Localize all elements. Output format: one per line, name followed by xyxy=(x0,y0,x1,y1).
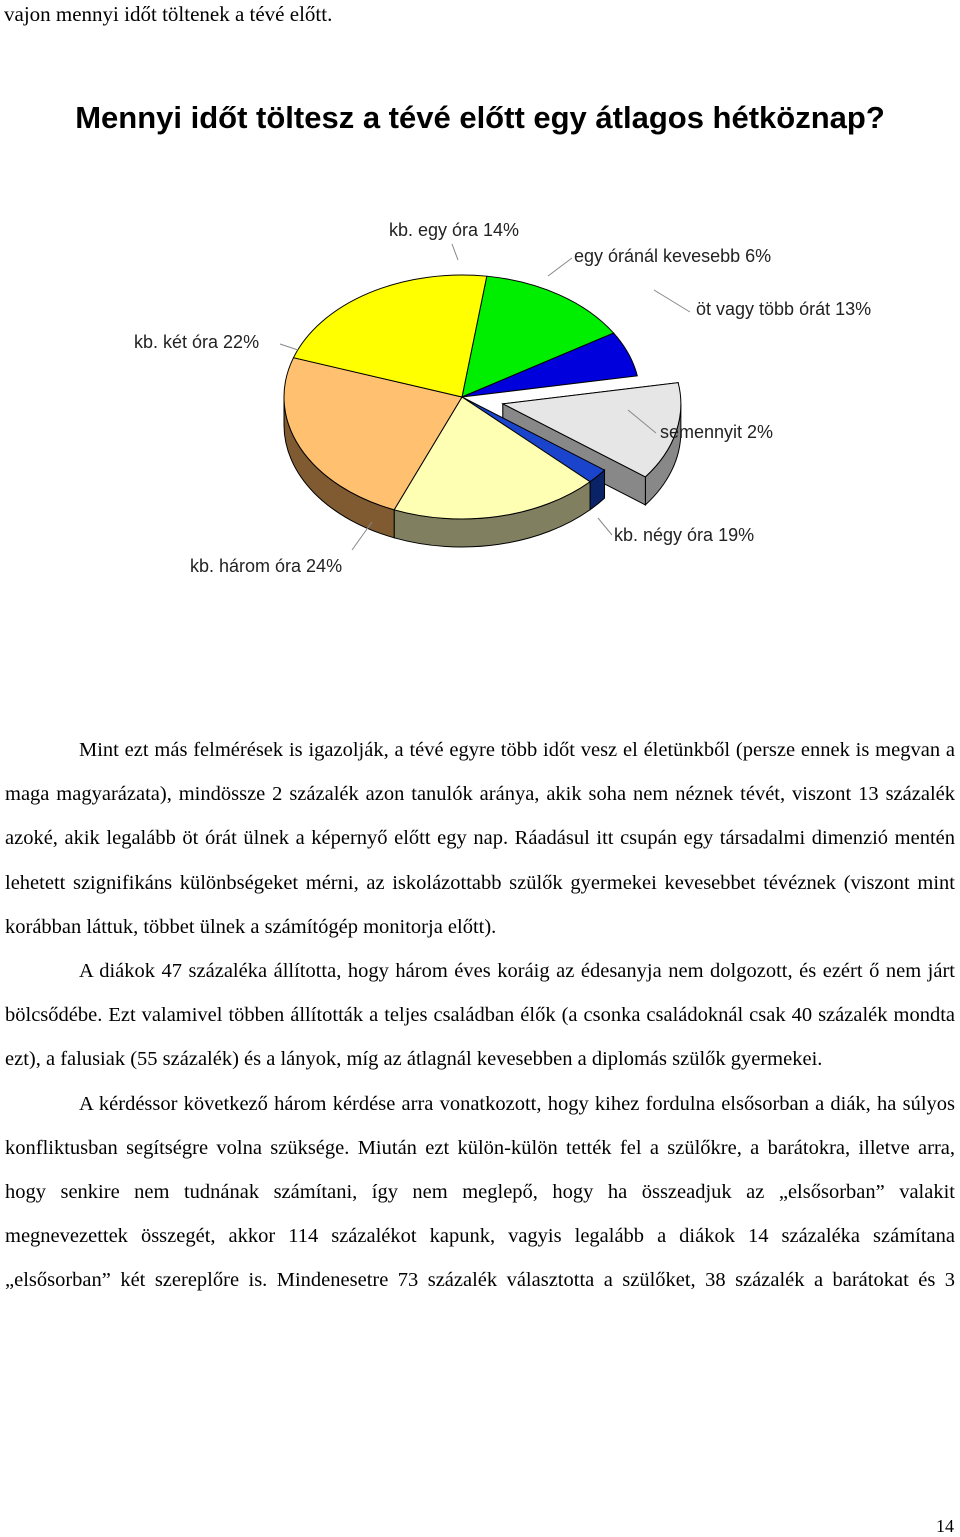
leader-line-1 xyxy=(548,258,572,276)
body-text xyxy=(5,728,955,1303)
pie-chart xyxy=(0,200,960,600)
leader-line-4 xyxy=(598,518,612,535)
slice-label-0: kb. egy óra 14% xyxy=(388,220,520,240)
leader-line-0 xyxy=(452,244,458,260)
paragraph-1: Mint ezt más felmérések is igazolják, a tévé egyre több időt vesz el életünkből (persze ennek is megvan a maga magyarázata), mindössze 2 százalék azon tanulók aránya, akik soha nem néznek tévét, viszont 13 százalék azoké, akik legalább öt órát ülnek a képernyő előtt egy nap. Ráadásul itt csupán egy társadalmi dimenzió mentén lehetett szignifikáns különbségeket mérni, az iskolázottabb szülők gyermekei kevesebbet tévéznek (viszont mint korábban láttuk, többet ülnek a számítógép monitorja előtt). xyxy=(5,739,955,938)
slice-label-4: kb. négy óra 19% xyxy=(614,525,755,545)
chart-title: Mennyi időt töltesz a tévé előtt egy átlagos hétköznap? xyxy=(75,100,885,135)
paragraph-3: A kérdéssor következő három kérdése arra vonatkozott, hogy kihez fordulna elsősorban a diák, ha súlyos konfliktusban segítségre volna szüksége. Miután ezt külön-külön tették fel a szülőkre, a barátokra, illetve arra, hogy senkire nem tudnának számítani, így nem meglepő, hogy ha összeadjuk az „elsősorban” valakit megnevezettek összegét, akkor 114 százalékot kapunk, vagyis legalább a diákok 14 százaléka számítana „elsősorban” két szereplőre is. Mindenesetre 73 százalék választotta a szülőket, 38 százalék a barátokat és 3 xyxy=(5,1092,955,1292)
slice-label-1: egy óránál kevesebb 6% xyxy=(574,246,772,266)
slice-label-2: öt vagy több órát 13% xyxy=(696,299,872,319)
page-number: 14 xyxy=(936,1516,954,1536)
leader-line-2 xyxy=(654,290,690,312)
slice-label-3: semennyit 2% xyxy=(660,422,774,442)
slice-label-5: kb. három óra 24% xyxy=(190,556,343,576)
top-line-text: vajon mennyi időt töltenek a tévé előtt. xyxy=(4,2,333,26)
slice-label-6: kb. két óra 22% xyxy=(134,332,260,352)
paragraph-2: A diákok 47 százaléka állította, hogy három éves koráig az édesanyja nem dolgozott, és ezért ő nem járt bölcsődébe. Ezt valamivel többen állították a teljes családban élők (a csonka családoknál csak 40 százalék mondta ezt), a falusiak (55 százalék) és a lányok, míg az átlagnál kevesebben a diplomás szülők gyermekei. xyxy=(5,960,955,1071)
leader-line-6 xyxy=(280,344,298,350)
